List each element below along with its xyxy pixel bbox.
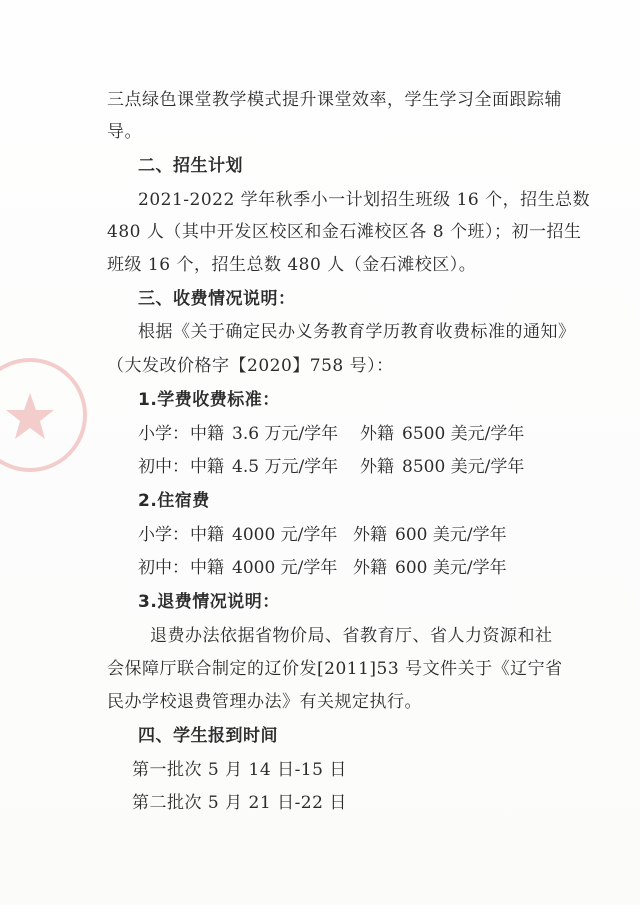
- section-heading-enrollment: 二、招生计划: [138, 156, 243, 176]
- paragraph-line: （大发改价格字【2020】758 号）：: [107, 356, 394, 376]
- paragraph-line: 根据《关于确定民办义务教育学历教育收费标准的通知》: [138, 322, 576, 342]
- paragraph-line: 2021-2022 学年秋季小一计划招生班级 16 个，招生总数: [138, 190, 591, 210]
- subheading-refund: 3.退费情况说明：: [138, 592, 280, 612]
- domestic-fee: 3.6 万元/学年: [232, 424, 339, 444]
- domestic-label: 中籍: [190, 525, 224, 545]
- level-label: 小学：: [138, 424, 189, 444]
- domestic-label: 中籍: [190, 424, 224, 444]
- registration-batch-1: 第一批次 5 月 14 日-15 日: [132, 760, 347, 780]
- subheading-tuition: 1.学费收费标准：: [138, 390, 280, 410]
- registration-batch-2: 第二批次 5 月 21 日-22 日: [132, 793, 347, 813]
- level-label: 初中：: [138, 457, 189, 477]
- foreign-fee: 600 美元/学年: [395, 525, 507, 545]
- domestic-label: 中籍: [190, 558, 224, 578]
- foreign-label: 外籍: [360, 424, 394, 444]
- domestic-label: 中籍: [190, 457, 224, 477]
- level-label: 小学：: [138, 525, 189, 545]
- paragraph-line: 480 人（其中开发区校区和金石滩校区各 8 个班）；初一招生: [107, 222, 582, 242]
- paragraph-line: 班级 16 个，招生总数 480 人（金石滩校区）。: [107, 255, 477, 275]
- subheading-boarding: 2.住宿费: [138, 491, 210, 511]
- paragraph-line: 退费办法依据省物价局、省教育厅、省人力资源和社: [150, 626, 553, 646]
- level-label: 初中：: [138, 558, 189, 578]
- foreign-fee: 8500 美元/学年: [402, 457, 525, 477]
- domestic-fee: 4000 元/学年: [232, 525, 338, 545]
- section-heading-fees: 三、收费情况说明：: [138, 289, 296, 309]
- foreign-fee: 600 美元/学年: [395, 558, 507, 578]
- paragraph-line: 导。: [107, 122, 142, 142]
- paragraph-line: 会保障厅联合制定的辽价发[2011]53 号文件关于《辽宁省: [107, 659, 563, 679]
- foreign-fee: 6500 美元/学年: [402, 424, 525, 444]
- domestic-fee: 4.5 万元/学年: [232, 457, 339, 477]
- official-seal-stamp: [0, 355, 90, 475]
- section-heading-registration: 四、学生报到时间: [138, 726, 278, 746]
- foreign-label: 外籍: [353, 525, 387, 545]
- paragraph-line: 三点绿色课堂教学模式提升课堂效率，学生学习全面跟踪辅: [107, 90, 562, 110]
- foreign-label: 外籍: [360, 457, 394, 477]
- paragraph-line: 民办学校退费管理办法》有关规定执行。: [107, 692, 422, 712]
- domestic-fee: 4000 元/学年: [232, 558, 338, 578]
- foreign-label: 外籍: [353, 558, 387, 578]
